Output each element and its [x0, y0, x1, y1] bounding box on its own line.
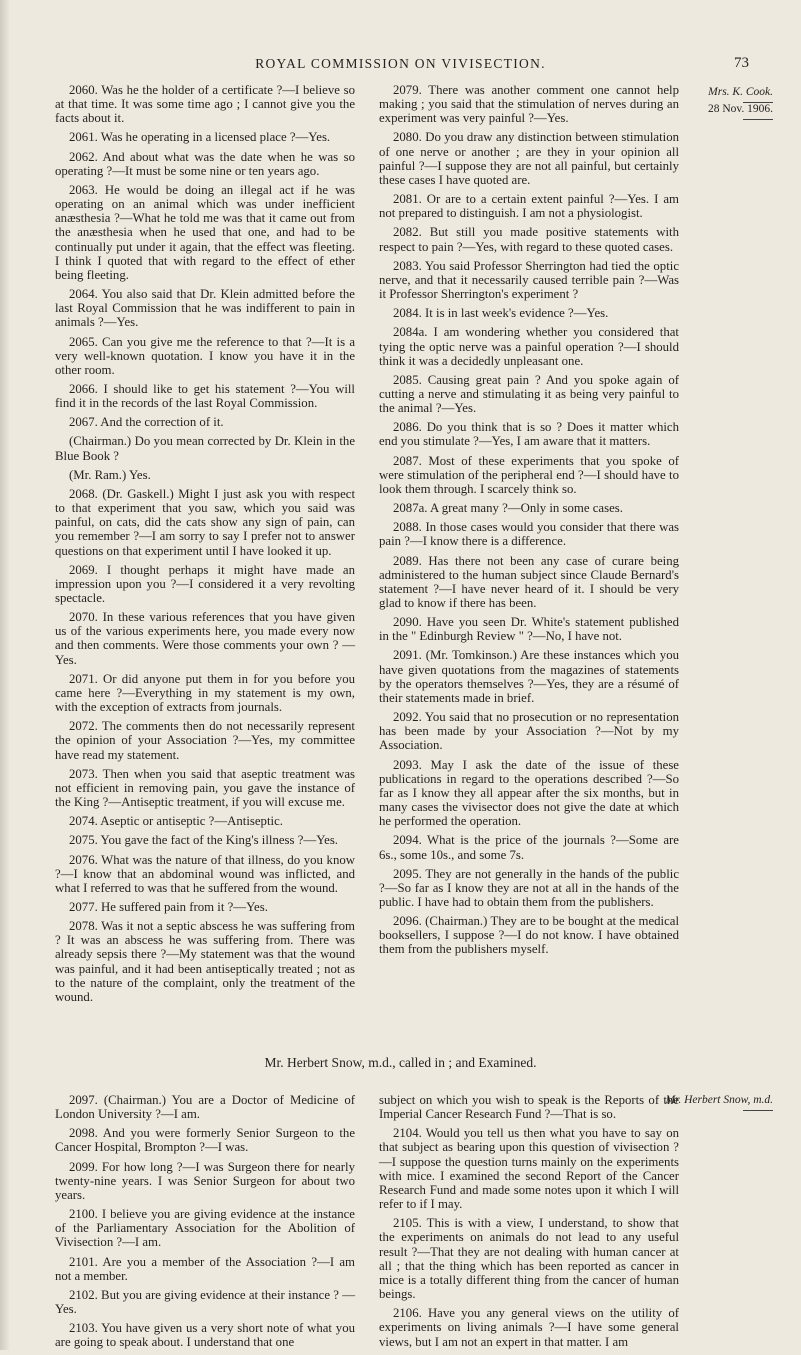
- witness-cook-name: Mrs. K. Cook.: [708, 86, 773, 98]
- qa-paragraph: 2105. This is with a view, I understand, to show that the experiments on animals do not lead to any useful result ?—That they are not dealing with human cancer at all ; that the thing which has been reported as cancer in mice is a totally different thing from the cancer of human beings.: [379, 1216, 679, 1302]
- qa-paragraph: 2106. Have you any general views on the utility of experiments on living animals ?—I have some general views, but I am not an expert in that matter. I am: [379, 1306, 679, 1349]
- column-left-top: [55, 83, 355, 1009]
- qa-paragraph: 2092. You said that no prosecution or no representation has been made by your Association ?—Not by my Association.: [379, 710, 679, 753]
- qa-paragraph: 2074. Aseptic or antiseptic ?—Antiseptic.: [69, 814, 283, 829]
- qa-paragraph: 2071. Or did anyone put them in for you before you came here ?—Everything in my statement is my own, with the exception of extracts from journals.: [55, 671, 355, 715]
- qa-paragraph: 2102. But you are giving evidence at their instance ? —Yes.: [55, 1287, 355, 1317]
- qa-paragraph: 2078. Was it not a septic abscess he was suffering from ? It was an abscess he was suffering from. There was already sepsis there ?—My statement was that the wound was painful, and it had been antiseptically treated ; not as to the nature of the complaint, only the treatment of the wound.: [55, 919, 355, 1004]
- qa-paragraph: 2079. There was another comment one cannot help making ; you said that the stimulation of nerves during an experiment was very painful ?—Yes.: [379, 83, 679, 126]
- qa-paragraph: 2094. What is the price of the journals ?—Some are 6s., some 10s., and some 7s.: [379, 833, 679, 862]
- qa-paragraph: 2070. In these various references that you have given us of the various experiments here, you made every now and then comments. Were those comments your own ? —Yes.: [55, 610, 355, 667]
- margin-note-witness-cook: [708, 86, 773, 120]
- margin-note-witness-snow: [666, 1094, 773, 1111]
- qa-paragraph: 2099. For how long ?—I was Surgeon there for nearly twenty-nine years. I was Senior Surgeon for about two years.: [55, 1159, 355, 1202]
- qa-paragraph: 2103. You have given us a very short note of what you are going to speak about. I understand that one: [55, 1321, 355, 1350]
- qa-paragraph: 2075. You gave the fact of the King's illness ?—Yes.: [69, 833, 339, 848]
- qa-paragraph: 2101. Are you a member of the Association ?—I am not a member.: [55, 1254, 355, 1283]
- column-left-bottom: [55, 1093, 355, 1355]
- qa-paragraph: 2080. Do you draw any distinction between stimulation of one nerve or another ; are they in your opinion all painful ?—I suppose they are not all painful, but certainly these cases I have quoted are.: [379, 130, 679, 187]
- qa-paragraph: 2065. Can you give me the reference to that ?—It is a very well-known quotation. I know you have it in the other room.: [55, 334, 355, 377]
- qa-paragraph: 2081. Or are to a certain extent painful ?—Yes. I am not prepared to distinguish. I am not a physiologist.: [379, 192, 679, 221]
- qa-paragraph: 2087a. A great many ?—Only in some cases.: [393, 501, 623, 516]
- qa-paragraph: 2062. And about what was the date when he was so operating ?—It must be some nine or ten years ago.: [55, 149, 355, 178]
- witness-cook-date: 28 Nov. 1906.: [707, 103, 773, 115]
- qa-paragraph: 2060. Was he the holder of a certificate ?—I believe so at that time. It was some time ago ; I cannot give you the facts about it.: [55, 83, 355, 126]
- qa-paragraph: 2072. The comments then do not necessarily represent the opinion of your Association ?—Yes, my committee have read my statement.: [55, 719, 355, 762]
- qa-paragraph: 2085. Causing great pain ? And you spoke again of cutting a nerve and stimulating it as being very painful to the animal ?—Yes.: [379, 372, 679, 416]
- qa-paragraph: 2069. I thought perhaps it might have made an impression upon you ?—I considered it a very revolting spectacle.: [55, 562, 355, 605]
- qa-paragraph: 2084. It is in last week's evidence ?—Yes.: [393, 306, 609, 321]
- qa-paragraph: 2082. But still you made positive statements with respect to pain ?—Yes, with regard to these quoted cases.: [379, 225, 679, 254]
- qa-paragraph: 2077. He suffered pain from it ?—Yes.: [69, 899, 268, 914]
- qa-paragraph: 2073. Then when you said that aseptic treatment was not efficient in removing pain, you gave the instance of the King ?—Antiseptic treatment, if you will excuse me.: [55, 766, 355, 810]
- qa-paragraph: 2091. (Mr. Tomkinson.) Are these instances which you have given quotations from the magazines of statements by the operators themselves ?—Yes, they are a résumé of their statements made in brief.: [379, 648, 679, 705]
- qa-paragraph: 2067. And the correction of it.: [69, 415, 224, 430]
- margin-rule: [743, 1110, 773, 1111]
- binding-shadow: [0, 0, 10, 1350]
- qa-paragraph: 2104. Would you tell us then what you have to say on that subject as bearing upon this question of vivisection ?—I suppose the question turns mainly on the experiments with mice. I examined the second Report of the Cancer Research Fund and made some notes upon it which I will refer to if I may.: [379, 1126, 679, 1212]
- qa-paragraph: 2095. They are not generally in the hands of the public ?—So far as I know they are not at all in the hands of the public. I have had to obtain them from the publishers.: [379, 866, 679, 909]
- qa-paragraph: (Chairman.) Do you mean corrected by Dr. Klein in the Blue Book ?: [55, 434, 355, 463]
- qa-paragraph: 2089. Has there not been any case of curare being administered to the human subject since Claude Bernard's statement ?—I have never heard of it. I should be very glad to know if there has been.: [379, 553, 679, 610]
- column-right-bottom: [379, 1093, 679, 1354]
- qa-paragraph: 2068. (Dr. Gaskell.) Might I just ask you with respect to that experiment that you saw, which you said was painful, on cats, did the cats show any sign of pain, can you remember ?—I am sorry to say I prefer not to answer questions on that experiment until I have looked it up.: [55, 486, 355, 558]
- running-head: ROYAL COMMISSION ON VIVISECTION.: [255, 56, 546, 71]
- qa-paragraph: 2064. You also said that Dr. Klein admitted before the last Royal Commission that he was indifferent to pain in animals ?—Yes.: [55, 287, 355, 330]
- qa-paragraph: 2076. What was the nature of that illness, do you know ?—I know that an abdominal wound was inflicted, and what I referred to was that he suffered from the wound.: [55, 852, 355, 895]
- margin-rule: [743, 119, 773, 120]
- qa-paragraph: (Mr. Ram.) Yes.: [69, 467, 151, 482]
- witness-snow-name: Mr. Herbert Snow, m.d.: [665, 1094, 773, 1106]
- qa-paragraph: 2093. May I ask the date of the issue of these publications in regard to the operations described ?—So far as I know they all appear after the six months, but in many cases the vivisector does not give the date at which he performed the operation.: [379, 757, 679, 829]
- qa-paragraph: 2084a. I am wondering whether you considered that tying the optic nerve was a painful operation ?—I should think it was a decidedly unpleasant one.: [379, 325, 679, 368]
- qa-paragraph: 2100. I believe you are giving evidence at the instance of the Parliamentary Association for the Abolition of Vivisection ?—I am.: [55, 1207, 355, 1250]
- qa-paragraph: subject on which you wish to speak is the Reports of the Imperial Cancer Research Fund ?—That is so.: [379, 1093, 679, 1122]
- qa-paragraph: 2066. I should like to get his statement ?—You will find it in the records of the last Royal Commission.: [55, 381, 355, 411]
- qa-paragraph: 2086. Do you think that is so ? Does it matter which end you stimulate ?—Yes, I am aware that it matters.: [379, 420, 679, 449]
- page-number: 73: [734, 55, 749, 71]
- qa-paragraph: 2061. Was he operating in a licensed place ?—Yes.: [69, 130, 331, 145]
- qa-paragraph: 2090. Have you seen Dr. White's statement published in the " Edinburgh Review " ?—No, I have not.: [379, 615, 679, 644]
- qa-paragraph: 2098. And you were formerly Senior Surgeon to the Cancer Hospital, Brompton ?—I was.: [55, 1126, 355, 1155]
- qa-paragraph: 2063. He would be doing an illegal act if he was operating on an animal which was under inefficient anæsthesia ?—What he told me was that it came out from the anæsthesia when he used that one, and had to be continually put under it again, that the effect was fleeting. I think I quoted that with regard to the effect of ether being fleeting.: [55, 182, 355, 282]
- witness-heading: Mr. Herbert Snow, m.d., called in ; and Examined.: [264, 1055, 537, 1070]
- qa-paragraph: 2096. (Chairman.) They are to be bought at the medical booksellers, I suppose ?—I do not know. I have obtained them from the publishers myself.: [379, 914, 679, 957]
- column-right-top: [379, 83, 679, 962]
- qa-paragraph: 2088. In those cases would you consider that there was pain ?—I know there is a difference.: [379, 520, 679, 549]
- qa-paragraph: 2087. Most of these experiments that you spoke of were stimulation of the peripheral end ?—I should have to look them through. I scarcely think so.: [379, 453, 679, 496]
- qa-paragraph: 2097. (Chairman.) You are a Doctor of Medicine of London University ?—I am.: [55, 1093, 355, 1122]
- qa-paragraph: 2083. You said Professor Sherrington had tied the optic nerve, and that it necessarily caused terrible pain ?—Was it Professor Sherrington's experiment ?: [379, 258, 679, 302]
